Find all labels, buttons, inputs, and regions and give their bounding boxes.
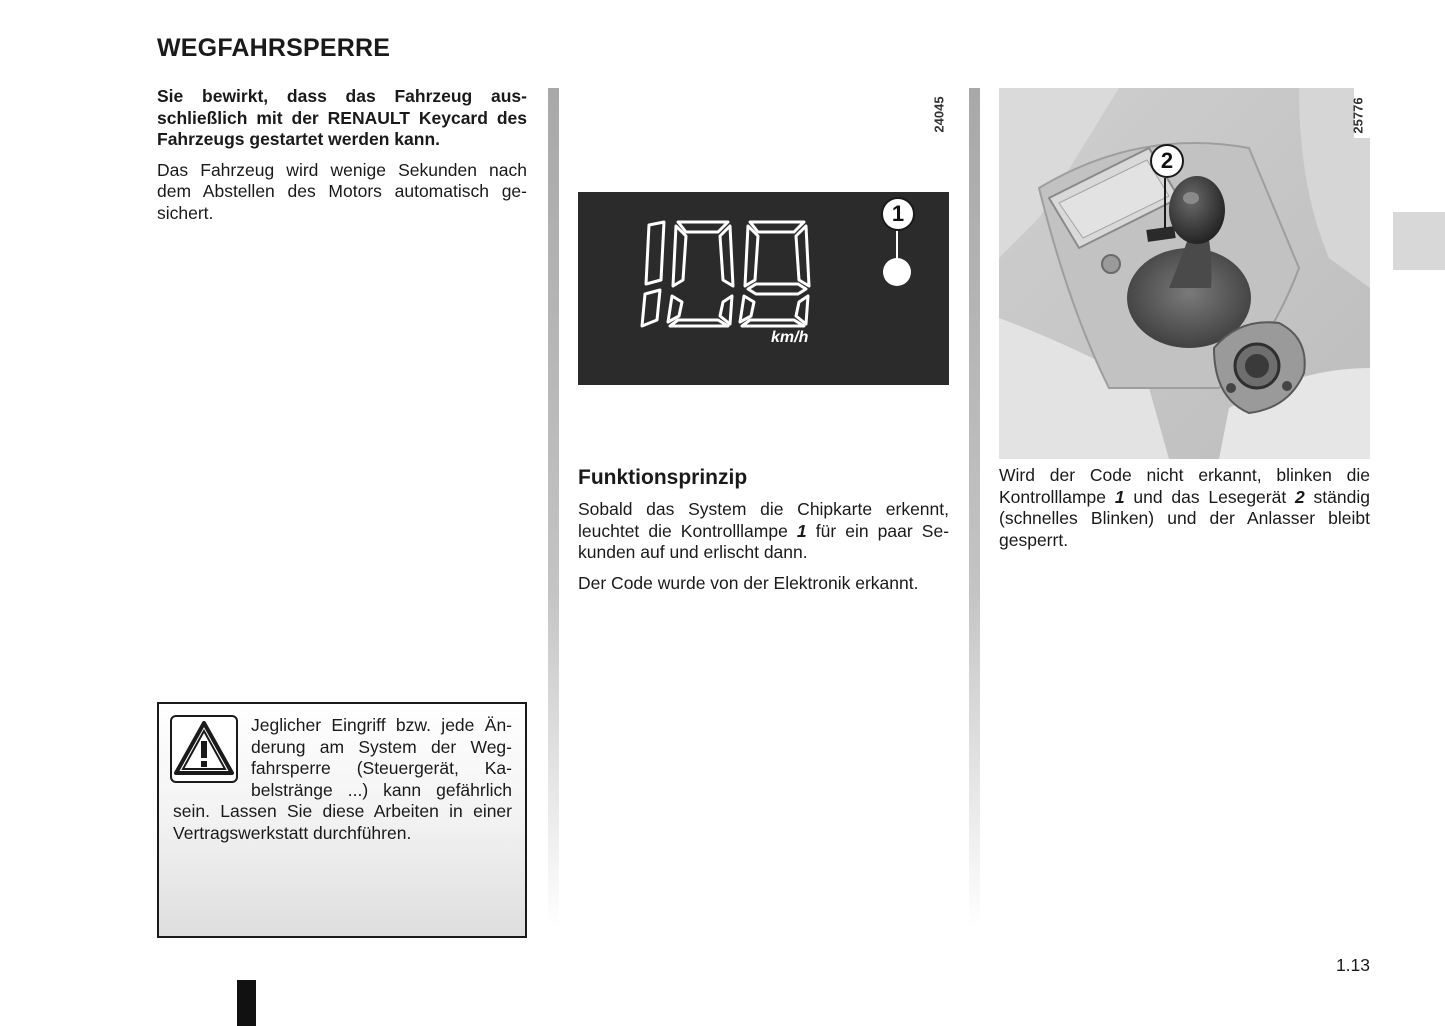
center-console-photo <box>999 88 1370 459</box>
warning-lamp-indicator <box>883 258 911 286</box>
figure-code-24045: 24045 <box>931 96 947 133</box>
section-heading: Funktionsprinzip <box>578 466 748 489</box>
digit-zero-segments <box>668 222 733 326</box>
digit-one-segments <box>642 222 664 326</box>
page-title: WEGFAHRSPERRE <box>157 34 391 62</box>
speed-display-figure <box>578 192 949 385</box>
callout-1: 1 <box>881 197 915 231</box>
digit-eight-segments <box>740 222 809 326</box>
page-number: 1.13 <box>1335 955 1370 975</box>
column-1-text <box>157 86 527 233</box>
warning-text-container <box>173 715 512 844</box>
figure-code-25776: 25776 <box>1350 97 1366 134</box>
bottom-edge-marker <box>237 980 256 1026</box>
ref-lamp-1-col3: 1 <box>1114 486 1125 507</box>
column-2-text <box>578 499 949 603</box>
column-3-text <box>999 465 1370 560</box>
column-divider-1 <box>548 88 559 928</box>
speed-unit-label: km/h <box>771 329 809 346</box>
ref-lamp-1: 1 <box>796 520 807 541</box>
ref-reader-2: 2 <box>1295 486 1305 507</box>
intro-paragraph: Das Fahrzeug wird wenige Sekunden nach dem Abstellen des Motors automatisch gesichert. <box>157 159 527 223</box>
principle-paragraph: Sobald das System die Chipkarte erkennt, leuchtet die Kontrolllampe 1 für ein paar Sekunden auf und erlischt dann. <box>578 499 950 562</box>
warning-box <box>157 702 527 938</box>
intro-bold-paragraph: Sie bewirkt, dass das Fahrzeug ausschließlich mit der RENAULT Keycard des Fahrzeugs gestartet werden kann. <box>157 86 527 149</box>
chapter-side-tab <box>1393 212 1445 270</box>
code-recognized-paragraph: Der Code wurde von der Elektronik erkannt. <box>578 572 919 593</box>
console-photo-svg <box>999 88 1370 459</box>
code-not-recognized-paragraph: Wird der Code nicht erkannt, blinken die Kontrolllampe 1 und das Lesegerät 2 ständig (schnelles Blinken) und der Anlasser bleibt gesperrt. <box>999 465 1370 550</box>
column-divider-2 <box>969 88 980 928</box>
warning-text: Jeglicher Eingriff bzw. jede Änderung am System der Wegfahrsperre (Steuergerät, Kabelstränge ...) kann gefährlich sein. Lassen Sie diese Arbeiten in einer Vertragswerkstatt durchführen. <box>173 715 512 843</box>
callout-2: 2 <box>1150 144 1184 178</box>
callout-leader-1 <box>896 230 898 260</box>
